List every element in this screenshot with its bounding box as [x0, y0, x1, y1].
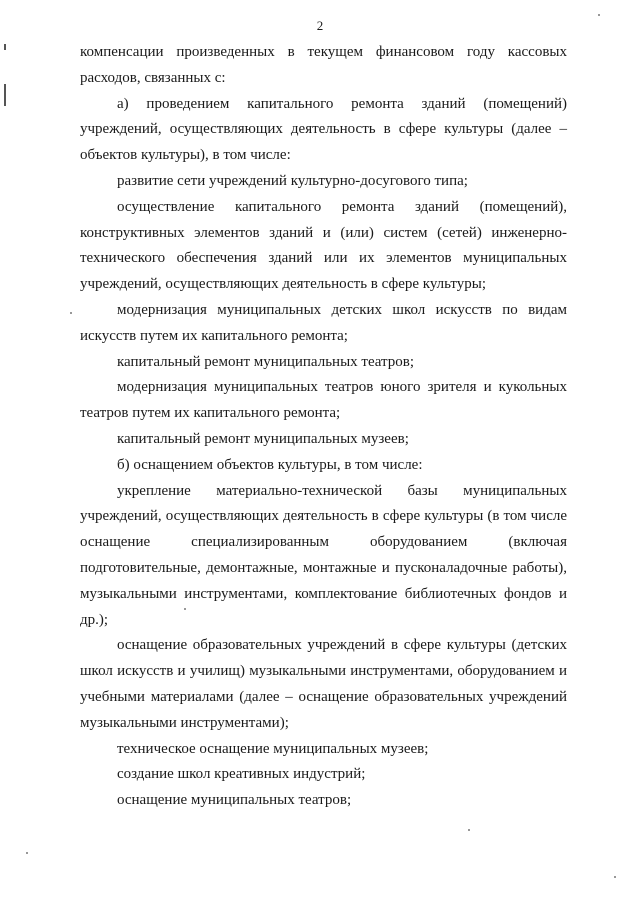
paragraph: модернизация муниципальных театров юного зрителя и кукольных театров путем их капитального ремонта; [80, 379, 567, 422]
scan-edge-mark [4, 84, 6, 106]
paragraph: капитальный ремонт муниципальных театров; [117, 353, 415, 370]
page-number: 2 [316, 18, 324, 33]
document-body [80, 40, 567, 814]
paragraph: развитие сети учреждений культурно-досугового типа; [117, 172, 468, 189]
paragraph: техническое оснащение муниципальных музеев; [117, 740, 429, 757]
paragraph: модернизация муниципальных детских школ искусств по видам искусств путем их капитального ремонта; [80, 301, 567, 344]
scan-speck [614, 876, 616, 878]
scan-speck [26, 852, 28, 854]
paragraph: оснащение образовательных учреждений в сфере культуры (детских школ искусств и училищ) музыкальными инструментами, оборудованием и учебными материалами (далее – оснащение образовательных учреждений музыкальными инструментами); [80, 637, 567, 731]
paragraph: укрепление материально-технической базы муниципальных учреждений, осуществляющих деятельность в сфере культуры (в том числе оснащение специализированным оборудованием (включая подготовительные, демонтажные, монтажные и пусконаладочные работы), музыкальными инструментами, комплектование библиотечных фондов и др.); [80, 482, 567, 628]
paragraph: осуществление капитального ремонта зданий (помещений), конструктивных элементов зданий и (или) систем (сетей) инженерно-технического обеспечения зданий или их элементов муниципальных учреждений, осуществляющих деятельность в сфере культуры; [80, 198, 567, 293]
paragraph: компенсации произведенных в текущем финансовом году кассовых расходов, связанных с: [80, 44, 567, 86]
scan-speck [70, 312, 72, 314]
scan-speck [468, 829, 470, 831]
paragraph: создание школ креативных индустрий; [117, 766, 366, 783]
paragraph: капитальный ремонт муниципальных музеев; [117, 430, 409, 447]
paragraph: а) проведением капитального ремонта зданий (помещений) учреждений, осуществляющих деятельность в сфере культуры (далее – объектов культуры), в том числе: [80, 95, 567, 164]
scan-edge-mark [4, 44, 6, 50]
scan-speck [598, 14, 600, 16]
paragraph: б) оснащением объектов культуры, в том числе: [117, 456, 423, 473]
paragraph: оснащение муниципальных театров; [117, 792, 352, 809]
